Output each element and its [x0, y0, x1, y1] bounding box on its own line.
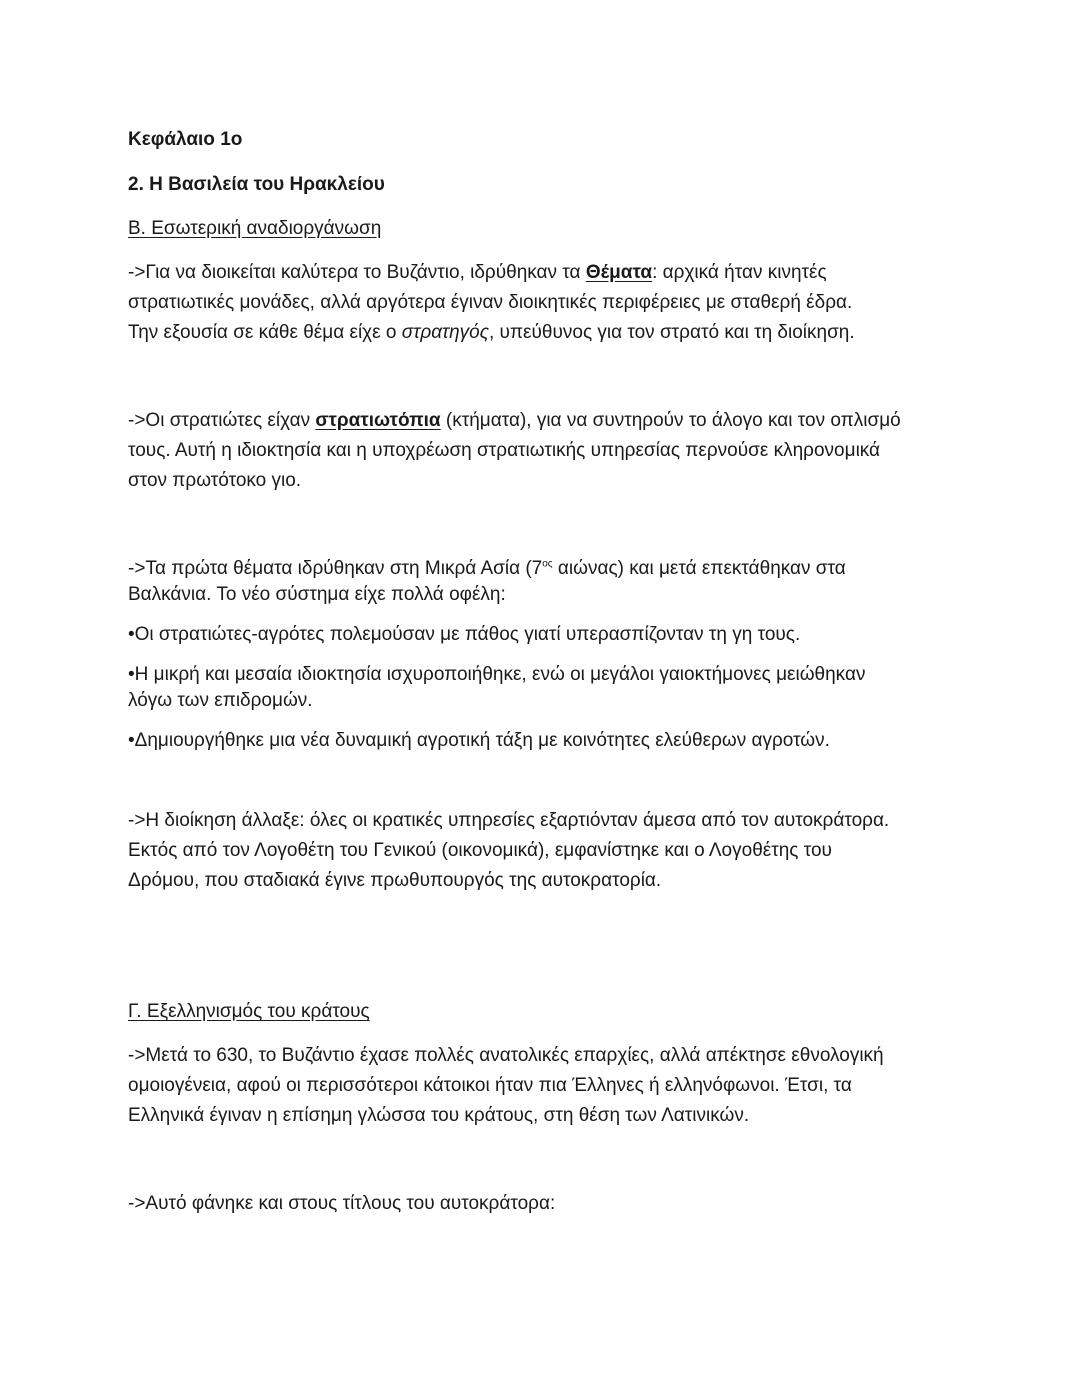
bullet-item-2-line-1: •Η μικρή και μεσαία ιδιοκτησία ισχυροποιήθηκε, ενώ οι μεγάλοι γαιοκτήμονες μειώθηκαν	[128, 664, 866, 685]
paragraph-4-line-1: ->Η διοίκηση άλλαξε: όλες οι κρατικές υπηρεσίες εξαρτιόνταν άμεσα από τον αυτοκράτορα.	[128, 810, 890, 831]
bullet-item-1: •Οι στρατιώτες-αγρότες πολεμούσαν με πάθος γιατί υπερασπίζονταν τη γη τους.	[128, 624, 801, 645]
paragraph-2-line-3: στον πρωτότοκο γιο.	[128, 470, 302, 491]
bullet-item-2-line-2: λόγω των επιδρομών.	[128, 690, 313, 711]
term-strategos: στρατηγός	[401, 322, 489, 343]
subsection-g-heading: Γ. Εξελληνισμός του κράτους	[128, 1001, 370, 1022]
text-fragment: : αρχικά ήταν κινητές	[652, 262, 827, 283]
paragraph-1-line-2: στρατιωτικές μονάδες, αλλά αργότερα έγιναν διοικητικές περιφέρειες με σταθερή έδρα.	[128, 292, 853, 313]
section-title: 2. Η Βασιλεία του Ηρακλείου	[128, 174, 385, 195]
paragraph-6-line-1: ->Αυτό φάνηκε και στους τίτλους του αυτοκράτορα:	[128, 1193, 556, 1214]
superscript-os: ος	[542, 558, 553, 570]
text-fragment: ->Οι στρατιώτες είχαν	[128, 410, 316, 431]
text-fragment: αιώνας) και μετά επεκτάθηκαν στα	[552, 558, 846, 579]
term-themata: Θέματα	[585, 262, 653, 283]
bullet-item-3: •Δημιουργήθηκε μια νέα δυναμική αγροτική τάξη με κοινότητες ελεύθερων αγροτών.	[128, 730, 830, 751]
subsection-b-heading: Β. Εσωτερική αναδιοργάνωση	[128, 218, 382, 239]
paragraph-5-line-3: Ελληνικά έγιναν η επίσημη γλώσσα του κράτους, στη θέση των Λατινικών.	[128, 1105, 750, 1126]
chapter-title: Κεφάλαιο 1ο	[128, 129, 243, 150]
paragraph-4-line-2: Εκτός από τον Λογοθέτη του Γενικού (οικονομικά), εμφανίστηκε και ο Λογοθέτης του	[128, 840, 832, 861]
paragraph-1-line-1	[128, 258, 827, 288]
paragraph-2-line-2: τους. Αυτή η ιδιοκτησία και η υποχρέωση στρατιωτικής υπηρεσίας περνούσε κληρονομικά	[128, 440, 881, 461]
paragraph-3-line-2: Βαλκάνια. Το νέο σύστημα είχε πολλά οφέλη:	[128, 584, 506, 605]
paragraph-5-line-1: ->Μετά το 630, το Βυζάντιο έχασε πολλές ανατολικές επαρχίες, αλλά απέκτησε εθνολογική	[128, 1045, 884, 1066]
text-fragment: , υπεύθυνος για τον στρατό και τη διοίκηση.	[489, 322, 855, 343]
text-fragment: ->Για να διοικείται καλύτερα το Βυζάντιο, ιδρύθηκαν τα	[128, 262, 586, 283]
text-fragment: (κτήματα), για να συντηρούν το άλογο και τον οπλισμό	[440, 410, 901, 431]
term-stratiotopia: στρατιωτόπια	[315, 410, 441, 431]
paragraph-1-line-3	[128, 318, 855, 348]
text-fragment: ->Τα πρώτα θέματα ιδρύθηκαν στη Μικρά Ασία (7	[128, 558, 543, 579]
paragraph-4-line-3: Δρόμου, που σταδιακά έγινε πρωθυπουργός της αυτοκρατορία.	[128, 870, 662, 891]
text-fragment: Την εξουσία σε κάθε θέμα είχε ο	[128, 322, 402, 343]
paragraph-5-line-2: ομοιογένεια, αφού οι περισσότεροι κάτοικοι ήταν πια Έλληνες ή ελληνόφωνοι. Έτσι, τα	[128, 1075, 852, 1096]
paragraph-2-line-1	[128, 406, 901, 436]
